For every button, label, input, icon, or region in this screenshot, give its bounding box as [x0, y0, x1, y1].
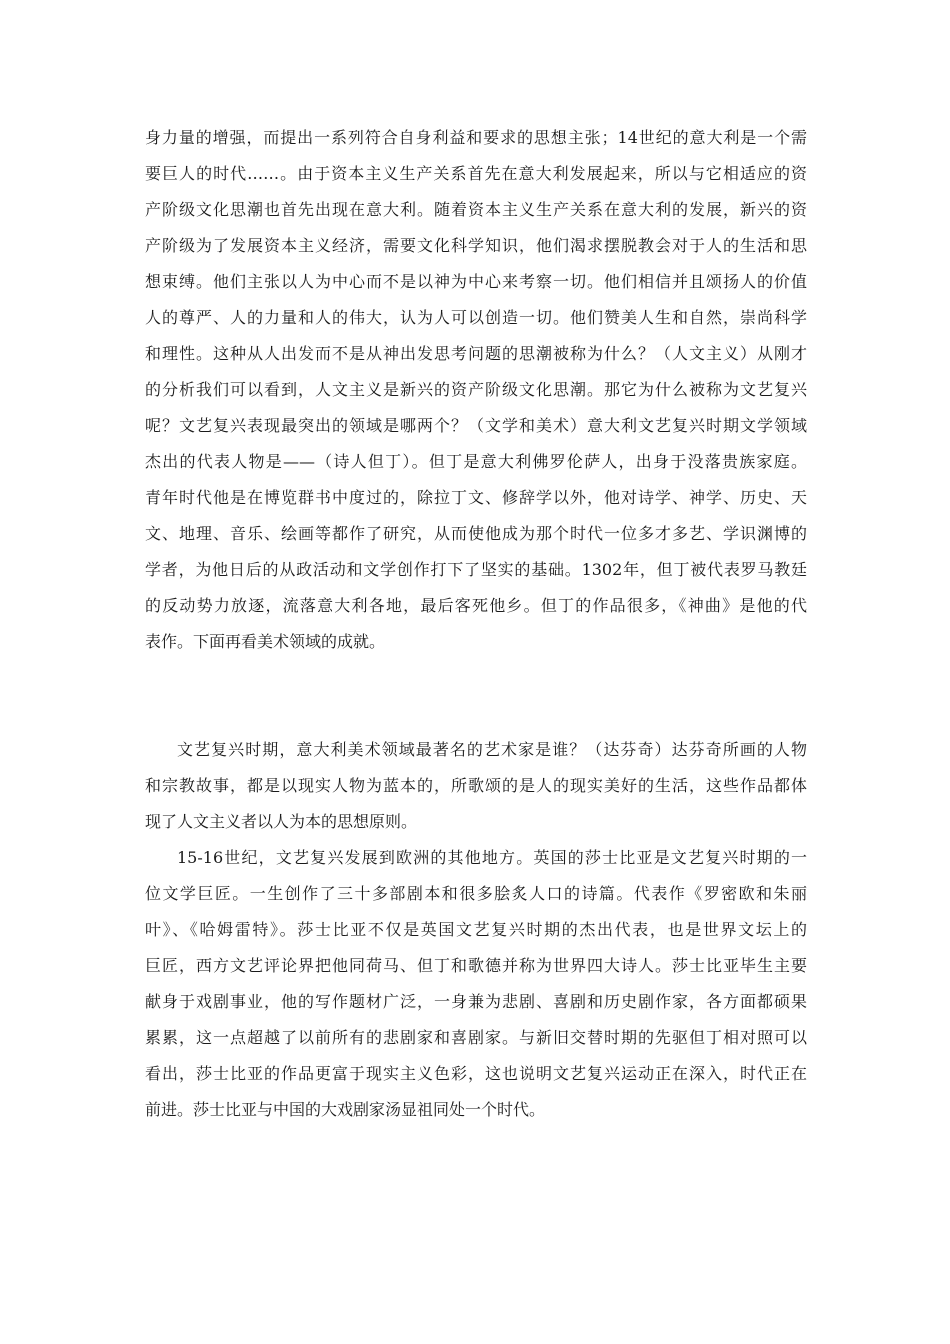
text-line: 表作。下面再看美术领域的成就。 [145, 632, 386, 651]
text-line: 身力量的增强，而提出一系列符合自身利益和要求的思想主张；14世纪的意大利是一个需 [145, 128, 807, 147]
text-line: 的分析我们可以看到，人文主义是新兴的资产阶级文化思潮。那它为什么被称为文艺复兴 [145, 380, 807, 399]
text-line: 看出，莎士比亚的作品更富于现实主义色彩，这也说明文艺复兴运动正在深入，时代正在 [145, 1064, 807, 1083]
paragraph-renaissance-origin [145, 120, 807, 660]
text-line: 和宗教故事，都是以现实人物为蓝本的，所歌颂的是人的现实美好的生活，这些作品都体 [145, 776, 807, 795]
text-line: 前进。莎士比亚与中国的大戏剧家汤显祖同处一个时代。 [145, 1100, 546, 1119]
text-line: 和理性。这种从人出发而不是从神出发思考问题的思潮被称为什么？（人文主义）从刚才 [145, 344, 807, 363]
text-line: 叶》、《哈姆雷特》。莎士比亚不仅是英国文艺复兴时期的杰出代表，也是世界文坛上的 [145, 920, 807, 939]
text-line: 人的尊严、人的力量和人的伟大，认为人可以创造一切。他们赞美人生和自然，崇尚科学 [145, 308, 807, 327]
text-line: 献身于戏剧事业，他的写作题材广泛，一身兼为悲剧、喜剧和历史剧作家，各方面都硕果 [145, 992, 807, 1011]
text-line: 文、地理、音乐、绘画等都作了研究，从而使他成为那个时代一位多才多艺、学识渊博的 [145, 524, 807, 543]
text-line: 产阶级为了发展资本主义经济，需要文化科学知识，他们渴求摆脱教会对于人的生活和思 [145, 236, 807, 255]
text-line: 累累，这一点超越了以前所有的悲剧家和喜剧家。与新旧交替时期的先驱但丁相对照可以 [145, 1028, 807, 1047]
text-line: 学者，为他日后的从政活动和文学创作打下了坚实的基础。1302年，但丁被代表罗马教廷 [145, 560, 807, 579]
text-line: 文艺复兴时期，意大利美术领域最著名的艺术家是谁？（达芬奇）达芬奇所画的人物 [177, 740, 807, 759]
text-line: 想束缚。他们主张以人为中心而不是以神为中心来考察一切。他们相信并且颂扬人的价值 [145, 272, 807, 291]
paragraph-art-davinci [145, 732, 807, 840]
text-line: 的反动势力放逐，流落意大利各地，最后客死他乡。但丁的作品很多，《神曲》是他的代 [145, 596, 807, 615]
paragraph-shakespeare [145, 840, 807, 1128]
text-line: 产阶级文化思潮也首先出现在意大利。随着资本主义生产关系在意大利的发展，新兴的资 [145, 200, 807, 219]
text-line: 现了人文主义者以人为本的思想原则。 [145, 812, 418, 831]
text-line: 位文学巨匠。一生创作了三十多部剧本和很多脍炙人口的诗篇。代表作《罗密欧和朱丽 [145, 884, 807, 903]
text-line: 呢？文艺复兴表现最突出的领域是哪两个？（文学和美术）意大利文艺复兴时期文学领域 [145, 416, 807, 435]
text-line: 杰出的代表人物是——（诗人但丁）。但丁是意大利佛罗伦萨人，出身于没落贵族家庭。 [145, 452, 807, 471]
text-line: 要巨人的时代……。由于资本主义生产关系首先在意大利发展起来，所以与它相适应的资 [145, 164, 807, 183]
text-line: 15-16世纪，文艺复兴发展到欧洲的其他地方。英国的莎士比亚是文艺复兴时期的一 [177, 848, 807, 867]
text-line: 青年时代他是在博览群书中度过的，除拉丁文、修辞学以外，他对诗学、神学、历史、天 [145, 488, 807, 507]
text-line: 巨匠，西方文艺评论界把他同荷马、但丁和歌德并称为世界四大诗人。莎士比亚毕生主要 [145, 956, 807, 975]
